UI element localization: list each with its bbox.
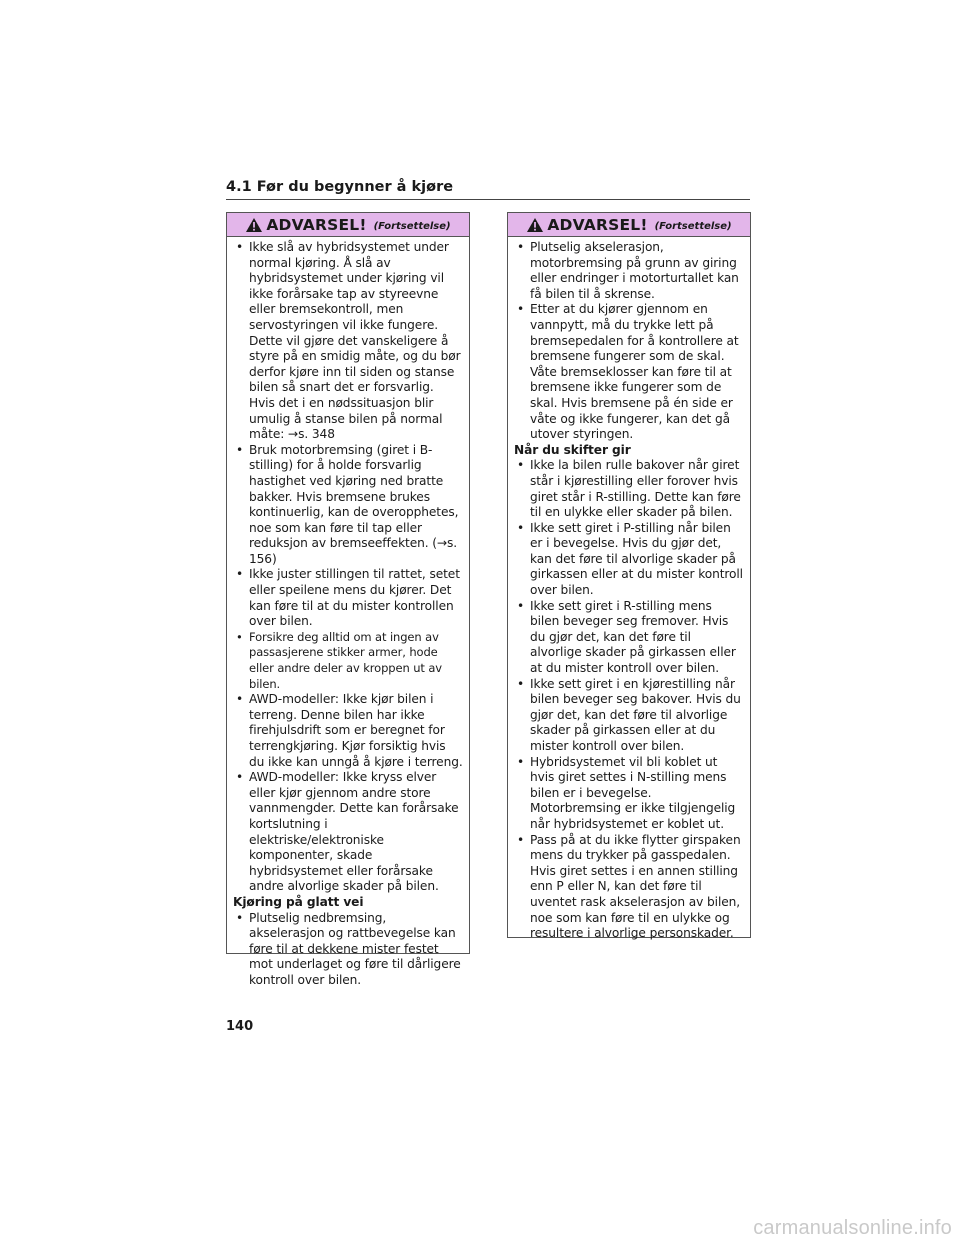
warning-content: [508, 237, 750, 942]
list-item: • Hybridsystemet vil bli koblet ut hvis giret settes i N-stilling mens bilen er i bevegelse. Motorbremsing er ikke tilgjengelig når hybridsystemet er koblet ut.: [514, 755, 744, 833]
warning-header: [227, 213, 469, 237]
list-item: • Ikke slå av hybridsystemet under normal kjøring. Å slå av hybridsystemet under kjøring vil ikke forårsake tap av styreevne eller bremsekontroll, men servostyringen vil ikke fungere. Dette vil gjøre det vanskeligere å styre på en smidig måte, og du bør derfor kjøre inn til siden og stanse bilen så snart det er forsvarlig. Hvis det i en nødssituasjon blir umulig å stanse bilen på normal måte: →s. 348: [233, 240, 463, 443]
warning-subtitle: (Fortsettelse): [654, 221, 732, 232]
subheading: Kjøring på glatt vei: [233, 894, 364, 909]
warning-header: [508, 213, 750, 237]
list-item: • Etter at du kjører gjennom en vannpytt, må du trykke lett på bremsepedalen for å kontrollere at bremsene fungerer som de skal. Våte bremseklosser kan føre til at bremsene ikke fungerer som de skal. Hvis bremsene på én side er våte og ikke fungerer, kan det gå utover styringen.: [514, 302, 744, 442]
list-item: • Pass på at du ikke flytter girspaken mens du trykker på gasspedalen. Hvis giret settes i en annen stilling enn P eller N, kan det føre til uventet rask akselerasjon av bilen, noe som kan føre til en ulykke og resultere i alvorlige personskader.: [514, 833, 744, 942]
list-item: • Forsikre deg alltid om at ingen av passasjerene stikker armer, hode eller andre deler av kroppen ut av bilen.: [233, 630, 463, 692]
list-item: • Plutselig akselerasjon, motorbremsing på grunn av giring eller endringer i motorturtallet kan få bilen til å skrense.: [514, 240, 744, 302]
list-item: • Ikke la bilen rulle bakover når giret står i kjørestilling eller forover hvis giret står i R-stilling. Dette kan føre til en ulykke eller skader på bilen.: [514, 458, 744, 520]
list-item: • Ikke sett giret i en kjørestilling når bilen beveger seg bakover. Hvis du gjør det, kan det føre til alvorlige skader på girkassen eller at du mister kontroll over bilen.: [514, 677, 744, 755]
list-item: • Bruk motorbremsing (giret i B-stilling) for å holde forsvarlig hastighet ved kjøring ned bratte bakker. Hvis bremsene brukes kontinuerlig, kan de overopphetes, noe som kan føre til tap eller reduksjon av bremseeffekten. (→s. 156): [233, 443, 463, 568]
bullet-list: [233, 240, 463, 895]
list-item: • Plutselig nedbremsing, akselerasjon og rattbevegelse kan føre til at dekkene mister festet mot underlaget og føre til dårligere kontroll over bilen.: [233, 911, 463, 989]
warning-content: [227, 237, 469, 989]
list-item: • AWD-modeller: Ikke kjør bilen i terreng. Denne bilen har ikke firehjulsdrift som er beregnet for terrengkjøring. Kjør forsiktig hvis du ikke kan unngå å kjøre i terreng.: [233, 692, 463, 770]
warning-triangle-icon: [526, 217, 544, 233]
list-item: • AWD-modeller: Ikke kryss elver eller kjør gjennom andre store vannmengder. Dette kan forårsake kortslutning i elektriske/elektroniske komponenter, skade hybridsystemet eller forårsake andre alvorlige skader på bilen.: [233, 770, 463, 895]
list-item: • Ikke juster stillingen til rattet, setet eller speilene mens du kjører. Det kan føre til at du mister kontrollen over bilen.: [233, 567, 463, 629]
bullet-list: [514, 240, 744, 443]
warning-title: ADVARSEL!: [547, 215, 648, 234]
section-header: 4.1 Før du begynner å kjøre: [226, 178, 750, 200]
warning-triangle-icon: [245, 217, 263, 233]
subheading: Når du skifter gir: [514, 442, 631, 457]
page-number: 140: [226, 1019, 254, 1034]
warning-box-left: [226, 212, 470, 987]
warning-subtitle: (Fortsettelse): [373, 221, 451, 232]
warning-title: ADVARSEL!: [266, 215, 367, 234]
list-item: • Ikke sett giret i P-stilling når bilen er i bevegelse. Hvis du gjør det, kan det føre til alvorlige skader på girkassen eller at du mister kontroll over bilen.: [514, 521, 744, 599]
bullet-list: [514, 458, 744, 941]
warning-box-right: [507, 212, 751, 941]
bullet-list: [233, 911, 463, 989]
list-item: • Ikke sett giret i R-stilling mens bilen beveger seg fremover. Hvis du gjør det, kan det føre til alvorlige skader på girkassen eller at du mister kontroll over bilen.: [514, 599, 744, 677]
watermark: carmanualsonline.info: [753, 1217, 952, 1239]
